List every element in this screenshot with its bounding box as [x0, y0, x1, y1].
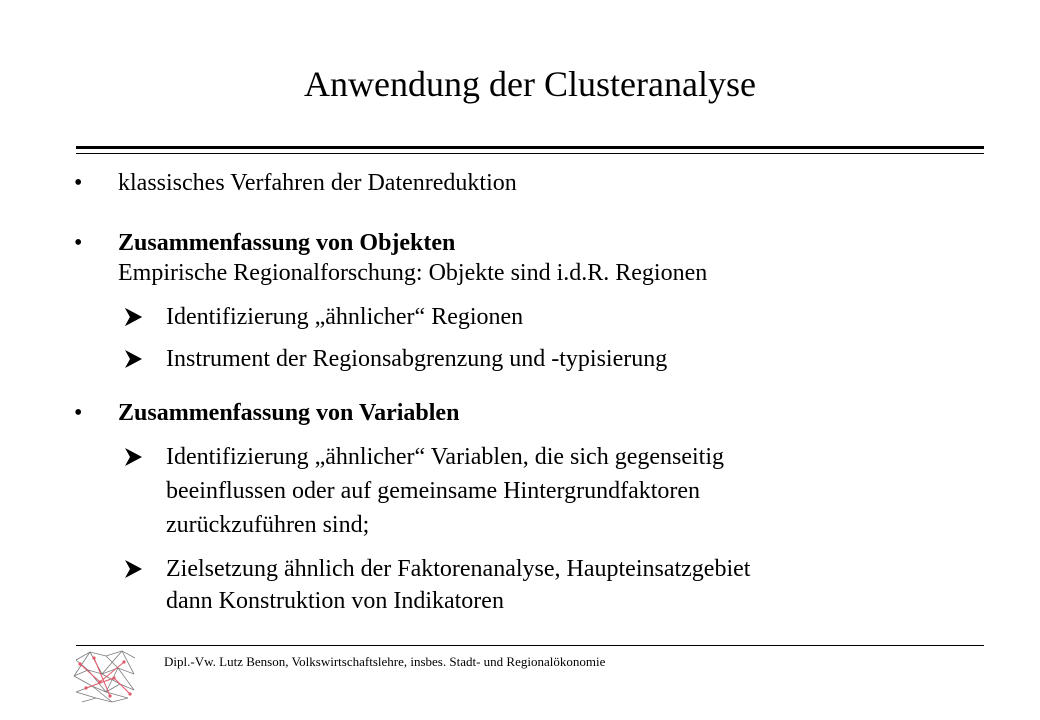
sub-item-text: zurückzuführen sind; — [166, 512, 370, 538]
network-logo-icon — [72, 648, 138, 704]
sub-item-text: Identifizierung „ähnlicher“ Regionen — [166, 304, 524, 330]
footer-rule — [76, 645, 984, 646]
footer-text: Dipl.-Vw. Lutz Benson, Volkswirtschaftslehre, insbes. Stadt- und Regionalökonomie — [164, 654, 606, 669]
bullet-icon: • — [74, 400, 83, 426]
sub-item-text: Zielsetzung ähnlich der Faktorenanalyse, Haupteinsatzgebiet — [166, 556, 751, 582]
bullet-text: klassisches Verfahren der Datenreduktion — [118, 170, 517, 196]
arrow-bullet-icon — [122, 554, 148, 584]
arrow-bullet-icon — [122, 302, 148, 332]
arrow-bullet-icon — [122, 442, 148, 472]
bullet-icon: • — [74, 230, 83, 256]
sub-item-text: Identifizierung „ähnlicher“ Variablen, die sich gegenseitig — [166, 444, 724, 470]
bullet-heading: Zusammenfassung von Variablen — [118, 400, 460, 426]
bullet-heading: Zusammenfassung von Objekten — [118, 230, 456, 256]
bullet-text: Empirische Regionalforschung: Objekte sind i.d.R. Regionen — [118, 260, 708, 286]
arrow-bullet-icon — [122, 344, 148, 374]
bullet-icon: • — [74, 170, 83, 196]
sub-item-text: Instrument der Regionsabgrenzung und -typisierung — [166, 346, 668, 372]
slide-title: Anwendung der Clusteranalyse — [304, 64, 756, 104]
sub-item-text: beeinflussen oder auf gemeinsame Hintergrundfaktoren — [166, 478, 701, 504]
sub-item-text: dann Konstruktion von Indikatoren — [166, 588, 504, 614]
